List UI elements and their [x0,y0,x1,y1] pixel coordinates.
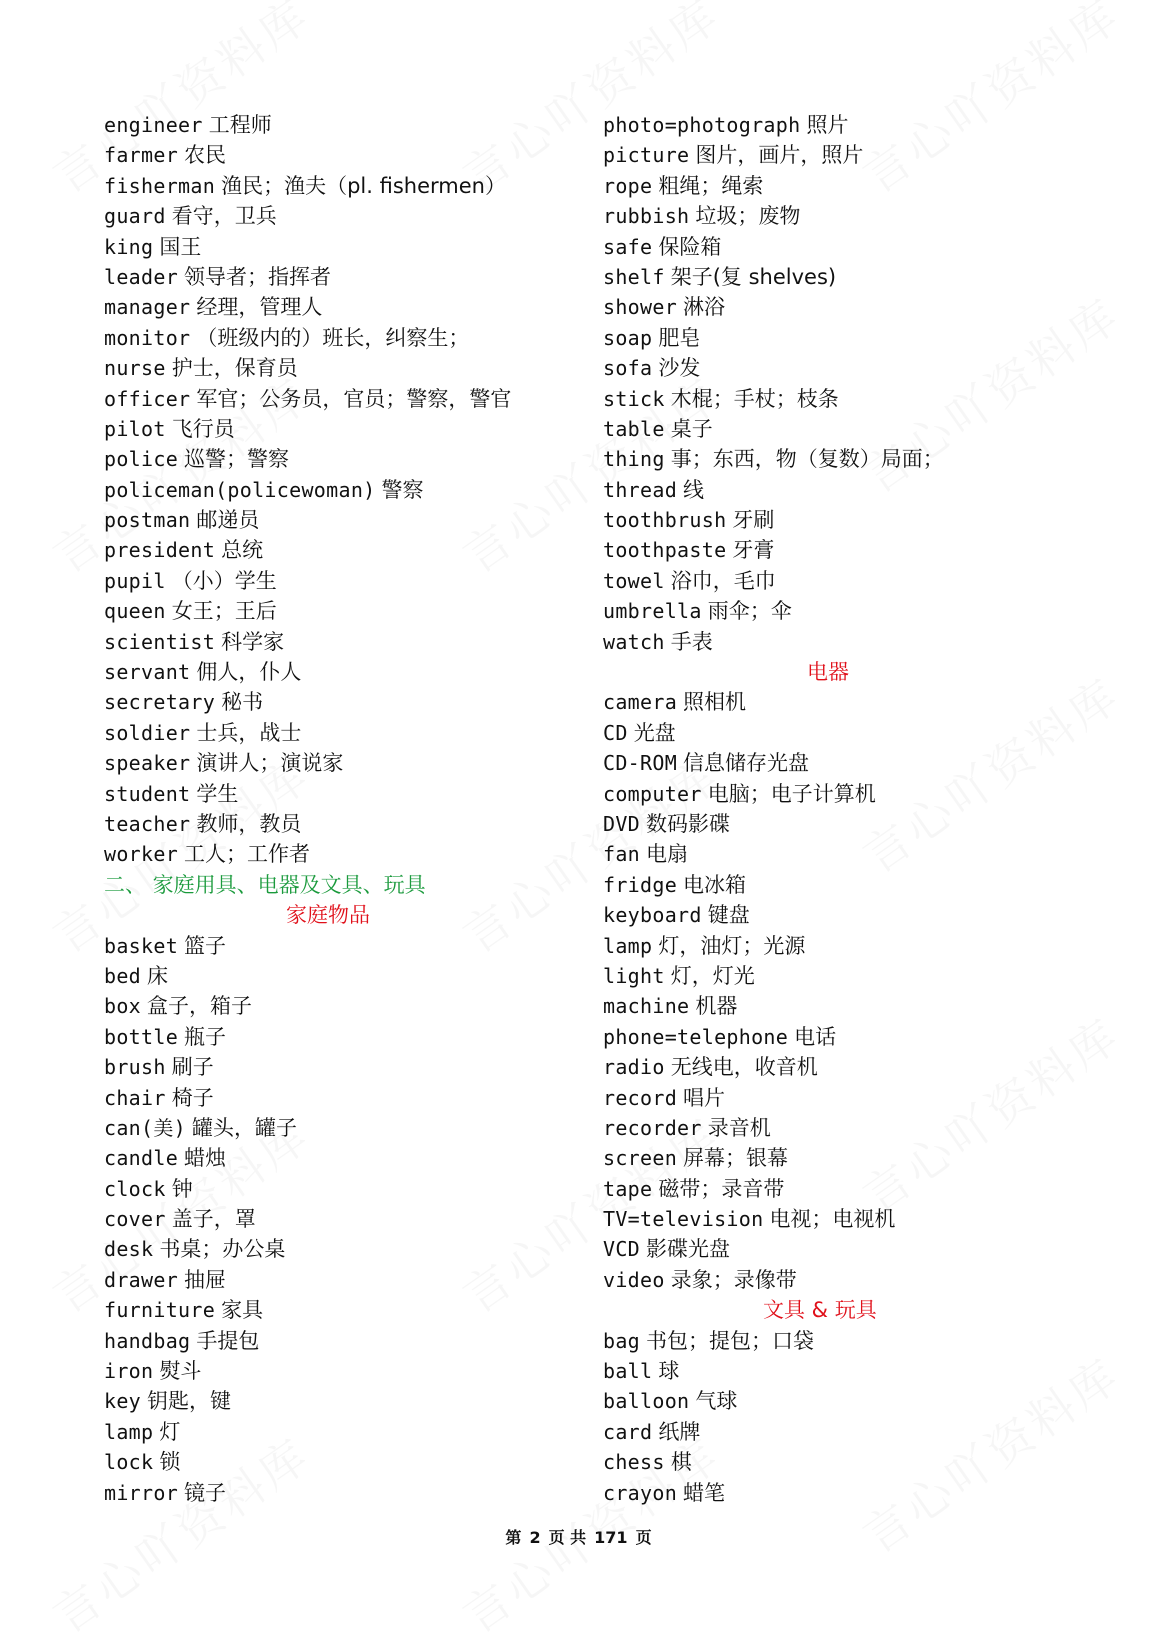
chinese-meaning: 唱片 [683,1085,726,1110]
vocab-entry [603,414,1123,444]
english-word: president [104,538,216,563]
english-word: pupil [104,568,166,593]
chinese-meaning: 钟 [171,1176,193,1201]
vocab-entry [104,1478,574,1508]
chinese-meaning: 影碟光盘 [646,1237,731,1262]
vocab-entry [104,779,574,809]
vocab-entry [104,1295,574,1325]
english-word: keyboard [603,903,702,928]
chinese-meaning: 保险箱 [658,234,722,259]
chinese-meaning: 无线电，收音机 [670,1055,818,1080]
chinese-meaning: 工程师 [208,113,272,137]
vocab-entry [603,1447,1123,1477]
chinese-meaning: 巡警；警察 [184,447,290,472]
vocab-entry [603,839,1123,869]
vocab-entry [603,687,1123,717]
vocab-entry [603,140,1123,170]
chinese-meaning: 国王 [159,234,202,259]
vocab-entry [603,1143,1123,1173]
vocab-entry [603,718,1123,748]
vocab-entry [104,323,574,353]
page-footer [0,1525,1157,1548]
chinese-meaning: 光盘 [633,720,676,745]
english-word: phone=telephone [603,1024,789,1049]
english-word: handbag [104,1328,191,1353]
vocab-entry [603,505,1123,535]
english-word: leader [104,264,179,289]
vocab-entry [104,1022,574,1052]
chinese-meaning: 屏幕；银幕 [683,1146,789,1171]
chinese-meaning: 键盘 [707,903,750,928]
chinese-meaning: 雨伞；伞 [707,599,792,624]
english-word: card [603,1419,653,1444]
english-word: king [104,234,154,259]
english-word: towel [603,568,665,593]
chinese-meaning: 农民 [184,143,227,168]
vocab-entry [603,1052,1123,1082]
chinese-meaning: 盒子，箱子 [147,994,253,1019]
english-word: chess [603,1450,665,1475]
vocab-entry [104,414,574,444]
vocab-entry [104,748,574,778]
chinese-meaning: 蜡笔 [683,1480,726,1505]
english-word: basket [104,933,179,958]
english-word: clock [104,1176,166,1201]
english-word: brush [104,1055,166,1080]
english-word: picture [603,143,690,168]
english-word: stick [603,386,665,411]
vocab-entry [104,1174,574,1204]
chinese-meaning: 录象；录像带 [670,1267,797,1292]
chinese-meaning: 邮递员 [196,508,260,533]
vocab-entry [603,991,1123,1021]
vocab-entry [104,1113,574,1143]
chinese-meaning: 熨斗 [159,1359,202,1384]
english-word: postman [104,508,191,533]
chinese-meaning: 牙膏 [732,538,775,563]
vocab-entry [603,931,1123,961]
chinese-meaning: 浴巾，毛巾 [670,568,776,593]
vocab-entry [603,900,1123,930]
english-word: lamp [603,933,653,958]
vocab-entry [603,1386,1123,1416]
english-word: cover [104,1207,166,1232]
vocab-entry [104,140,574,170]
vocab-entry [603,262,1123,292]
vocab-entry [104,1417,574,1447]
vocab-entry [104,961,574,991]
chinese-meaning: 灯，灯光 [670,963,755,988]
english-word: machine [603,994,690,1019]
chinese-meaning: 锁 [159,1450,181,1475]
english-word: monitor [104,325,191,350]
english-word: tape [603,1176,653,1201]
chinese-meaning: 护士，保育员 [171,356,298,381]
english-word: sofa [603,356,653,381]
vocab-entry [603,110,1123,140]
vocab-entry [104,839,574,869]
chinese-meaning: 磁带；录音带 [658,1176,785,1201]
chinese-meaning: 事；东西，物（复数）局面； [670,447,944,472]
chinese-meaning: 棋 [670,1450,692,1475]
vocab-entry [603,748,1123,778]
english-word: farmer [104,143,179,168]
chinese-meaning: 数码影碟 [646,811,731,836]
english-word: thing [603,447,665,472]
chinese-meaning: 警察 [381,477,424,502]
chinese-meaning: 沙发 [658,356,701,381]
chinese-meaning: 渔民；渔夫（pl. fishermen） [221,173,506,198]
english-word: balloon [603,1389,690,1414]
english-word: key [104,1389,142,1414]
chinese-meaning: （班级内的）班长，纠察生； [196,325,470,350]
chinese-meaning: （小）学生 [171,568,277,593]
right-column [603,110,1123,1508]
chinese-meaning: 椅子 [171,1085,214,1110]
chinese-meaning: 球 [658,1359,680,1384]
chinese-meaning: 镜子 [184,1480,227,1505]
chinese-meaning: 瓶子 [184,1024,227,1049]
vocab-entry [603,566,1123,596]
english-word: table [603,416,665,441]
english-word: toothpaste [603,538,727,563]
vocab-entry [104,1083,574,1113]
chinese-meaning: 看守，卫兵 [171,204,277,229]
vocab-entry [603,353,1123,383]
chinese-meaning: 手提包 [196,1328,260,1353]
english-word: chair [104,1085,166,1110]
english-word: bed [104,963,142,988]
footer-page-number: 2 [529,1528,541,1547]
vocab-entry [104,657,574,687]
vocab-entry [104,353,574,383]
chinese-meaning: 篮子 [184,933,227,958]
english-word: fan [603,842,641,867]
vocab-entry [603,1326,1123,1356]
chinese-meaning: 秘书 [221,690,264,715]
english-word: screen [603,1146,678,1171]
english-word: pilot [104,416,166,441]
english-word: drawer [104,1267,179,1292]
english-word: VCD [603,1237,641,1262]
chinese-meaning: 木棍；手杖；枝条 [670,386,839,411]
english-word: ball [603,1359,653,1384]
english-word: teacher [104,811,191,836]
english-word: thread [603,477,678,502]
english-word: furniture [104,1298,216,1323]
chinese-meaning: 军官；公务员，官员；警察，警官 [196,386,512,411]
vocab-entry [603,1234,1123,1264]
english-word: video [603,1267,665,1292]
chinese-meaning: 机器 [695,994,738,1019]
english-word: worker [104,842,179,867]
vocab-entry [603,444,1123,474]
chinese-meaning: 领导者；指挥者 [184,264,332,289]
vocab-entry [104,475,574,505]
english-word: lock [104,1450,154,1475]
vocab-entry [104,535,574,565]
chinese-meaning: 罐头，罐子 [192,1115,298,1140]
vocab-entry [104,1204,574,1234]
vocab-entry [603,1022,1123,1052]
vocab-entry [603,1265,1123,1295]
chinese-meaning: 教师，教员 [196,811,302,836]
vocab-entry [603,809,1123,839]
chinese-meaning: 家具 [221,1298,264,1323]
section-title: 二、 家庭用具、电器及文具、玩具 [104,872,426,897]
vocab-entry [603,1204,1123,1234]
english-word: light [603,963,665,988]
footer-mid: 页 共 [548,1528,587,1547]
english-word: bottle [104,1024,179,1049]
english-word: fisherman [104,173,216,198]
left-column [104,110,574,1508]
chinese-meaning: 飞行员 [171,416,235,441]
vocab-entry [603,1478,1123,1508]
english-word: recorder [603,1115,702,1140]
english-word: TV=television [603,1207,764,1232]
english-word: shelf [603,264,665,289]
english-word: policeman(policewoman) [104,477,376,502]
chinese-meaning: 电话 [794,1024,837,1049]
vocab-entry [104,1447,574,1477]
chinese-meaning: 总统 [221,538,264,563]
english-word: CD [603,720,628,745]
vocab-entry [603,1174,1123,1204]
chinese-meaning: 牙刷 [732,508,775,533]
chinese-meaning: 信息储存光盘 [683,751,810,776]
chinese-meaning: 照相机 [683,690,747,715]
chinese-meaning: 书包；提包；口袋 [646,1328,815,1353]
english-word: manager [104,295,191,320]
chinese-meaning: 电冰箱 [683,872,747,897]
chinese-meaning: 手表 [670,629,713,654]
footer-prefix: 第 [505,1528,522,1547]
english-word: queen [104,599,166,624]
vocab-entry [603,870,1123,900]
english-word: watch [603,629,665,654]
vocab-entry [104,627,574,657]
english-word: rope [603,173,653,198]
english-word: iron [104,1359,154,1384]
vocab-entry [104,718,574,748]
vocab-entry [603,627,1123,657]
chinese-meaning: 士兵，战士 [196,720,302,745]
english-word: scientist [104,629,216,654]
vocab-entry [104,1143,574,1173]
english-word: computer [603,781,702,806]
vocab-entry [104,292,574,322]
english-word: soap [603,325,653,350]
vocab-entry [603,171,1123,201]
english-word: nurse [104,356,166,381]
chinese-meaning: 气球 [695,1389,738,1414]
vocab-entry [603,1113,1123,1143]
chinese-meaning: 刷子 [171,1055,214,1080]
english-word: radio [603,1055,665,1080]
english-word: officer [104,386,191,411]
vocab-entry [603,961,1123,991]
english-word: student [104,781,191,806]
chinese-meaning: 灯 [159,1419,181,1444]
chinese-meaning: 佣人，仆人 [196,660,302,685]
chinese-meaning: 科学家 [221,629,285,654]
english-word: toothbrush [603,508,727,533]
subheading-appliances: 电器 [807,660,849,685]
vocab-entry [603,323,1123,353]
chinese-meaning: 纸牌 [658,1419,701,1444]
english-word: mirror [104,1480,179,1505]
vocab-entry [104,931,574,961]
vocab-entry [603,1417,1123,1447]
chinese-meaning: 架子(复 shelves) [670,264,837,289]
english-word: camera [603,690,678,715]
vocab-entry [603,1083,1123,1113]
chinese-meaning: 电扇 [646,842,689,867]
footer-total-pages: 171 [594,1528,628,1547]
english-word: safe [603,234,653,259]
vocab-entry [104,1386,574,1416]
english-word: soldier [104,720,191,745]
english-word: photo=photograph [603,113,801,137]
vocab-entry [104,171,574,201]
english-word: secretary [104,690,216,715]
vocab-entry [603,201,1123,231]
english-word: desk [104,1237,154,1262]
vocab-entry [104,110,574,140]
chinese-meaning: 粗绳；绳索 [658,173,764,198]
vocab-entry [104,991,574,1021]
chinese-meaning: 蜡烛 [184,1146,227,1171]
chinese-meaning: 垃圾；废物 [695,204,801,229]
chinese-meaning: 学生 [196,781,239,806]
english-word: can(美) [104,1115,187,1140]
chinese-meaning: 桌子 [670,416,713,441]
chinese-meaning: 演讲人；演说家 [196,751,344,776]
chinese-meaning: 工人；工作者 [184,842,311,867]
chinese-meaning: 淋浴 [683,295,726,320]
vocab-entry [104,687,574,717]
english-word: record [603,1085,678,1110]
vocab-entry [603,232,1123,262]
vocab-entry [104,262,574,292]
vocab-entry [104,809,574,839]
chinese-meaning: 钥匙，键 [147,1389,232,1414]
chinese-meaning: 录音机 [707,1115,771,1140]
vocab-entry [104,232,574,262]
vocab-entry [104,384,574,414]
english-word: fridge [603,872,678,897]
chinese-meaning: 灯，油灯；光源 [658,933,806,958]
english-word: lamp [104,1419,154,1444]
chinese-meaning: 肥皂 [658,325,701,350]
vocab-entry [104,1356,574,1386]
english-word: rubbish [603,204,690,229]
english-word: crayon [603,1480,678,1505]
chinese-meaning: 图片，画片，照片 [695,143,864,168]
vocab-entry [104,1234,574,1264]
english-word: DVD [603,811,641,836]
chinese-meaning: 经理，管理人 [196,295,323,320]
english-word: candle [104,1146,179,1171]
english-word: CD-ROM [603,751,678,776]
chinese-meaning: 线 [683,477,705,502]
vocab-entry [603,475,1123,505]
vocab-entry [603,535,1123,565]
chinese-meaning: 女王；王后 [171,599,277,624]
english-word: engineer [104,113,203,137]
english-word: bag [603,1328,641,1353]
subheading-household-items: 家庭物品 [286,903,370,928]
chinese-meaning: 电脑；电子计算机 [707,781,876,806]
english-word: guard [104,204,166,229]
english-word: police [104,447,179,472]
vocab-entry [104,505,574,535]
chinese-meaning: 床 [147,963,169,988]
english-word: speaker [104,751,191,776]
vocab-entry [104,444,574,474]
vocab-entry [104,1326,574,1356]
vocab-entry [104,596,574,626]
vocab-entry [104,1265,574,1295]
vocab-entry [603,1356,1123,1386]
english-word: servant [104,660,191,685]
chinese-meaning: 照片 [806,113,849,137]
chinese-meaning: 盖子，罩 [171,1207,256,1232]
vocab-entry [104,1052,574,1082]
vocab-entry [603,779,1123,809]
chinese-meaning: 书桌；办公桌 [159,1237,286,1262]
english-word: umbrella [603,599,702,624]
footer-suffix: 页 [635,1528,652,1547]
vocab-entry [603,292,1123,322]
vocab-entry [603,384,1123,414]
vocab-entry [104,566,574,596]
vocab-entry [603,596,1123,626]
chinese-meaning: 电视；电视机 [769,1207,896,1232]
chinese-meaning: 抽屉 [184,1267,227,1292]
vocab-entry [104,201,574,231]
subheading-stationery-toys: 文具 & 玩具 [763,1298,877,1323]
english-word: shower [603,295,678,320]
english-word: box [104,994,142,1019]
